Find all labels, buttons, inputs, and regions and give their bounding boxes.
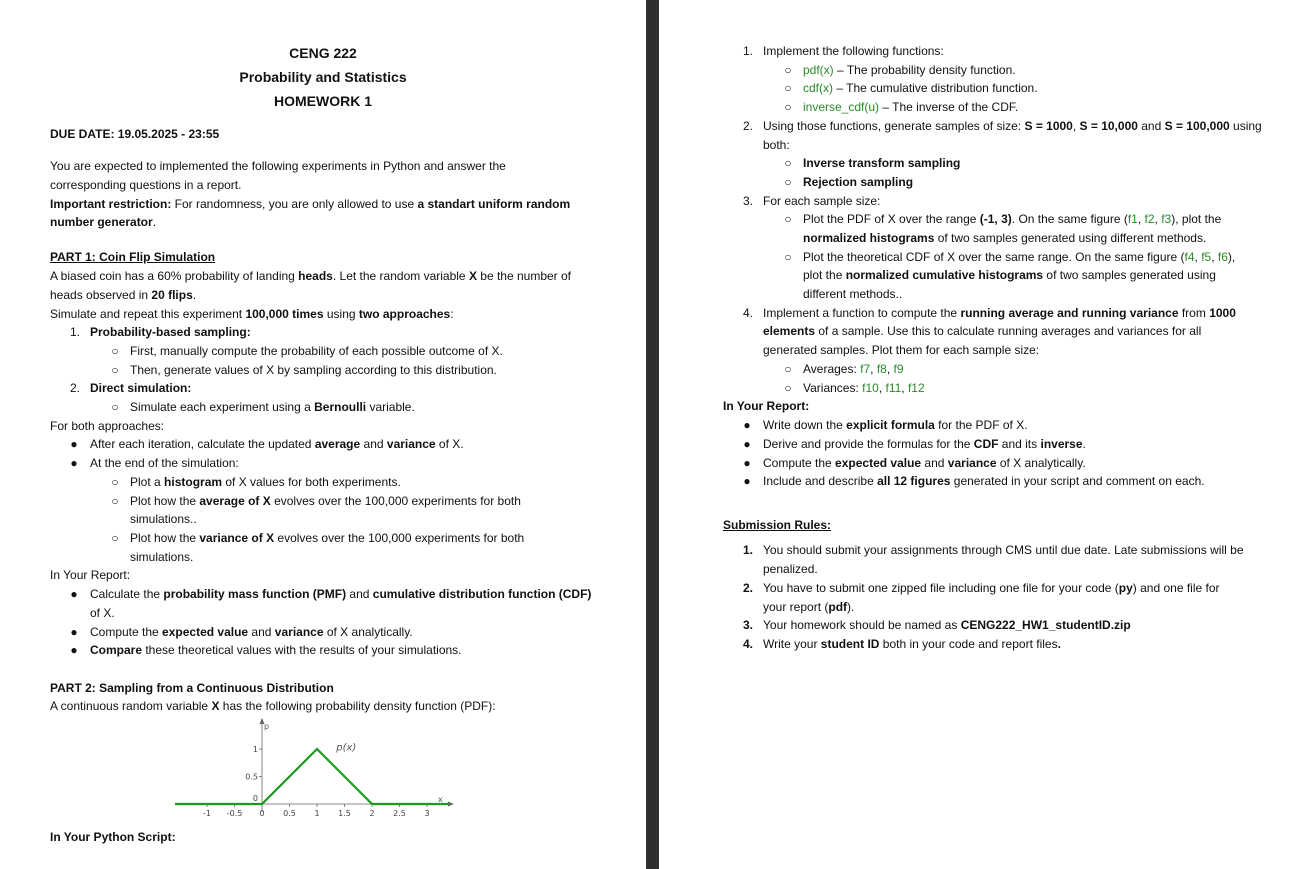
text: . [192,288,197,302]
list-number: 2. [743,581,754,595]
intro-line-1: You are expected to implemented the following experiments in Python and answer the [50,159,506,173]
emphasis: cumulative distribution function (CDF) [372,587,592,601]
function-inverse-cdf [803,98,1018,117]
part1-report-heading: In Your Report: [50,568,131,582]
task-cdf-plot [803,248,1235,267]
emphasis: histogram [164,475,223,489]
task-cdf-plot-cont-2: different methods.. [803,287,903,301]
text: Compute the [763,456,836,470]
text: plot the [803,268,846,282]
emphasis: CDF [973,437,999,451]
emphasis: variance [386,437,436,451]
script-item-2-cont: both: [763,138,790,152]
text: and its [998,437,1041,451]
separator: , [870,362,877,376]
submission-rule-3 [763,616,1131,635]
averages-figures [803,360,904,379]
text: – The inverse of the CDF. [879,100,1019,114]
text: of X. [435,437,464,451]
emphasis: expected value [162,625,249,639]
course-code: CENG 222 [289,45,357,61]
emphasis: all 12 figures [877,474,951,488]
figure-ref: f12 [907,381,925,395]
text: of X analytically. [996,456,1086,470]
emphasis: average [314,437,361,451]
emphasis: CENG222_HW1_studentID.zip [960,618,1131,632]
text: Include and describe [763,474,878,488]
part2-report-item-2 [763,435,1086,454]
task-pdf-plot-cont [803,229,1206,248]
restriction-label: Important restriction: [50,197,172,211]
x-tick-label: 0 [259,809,265,818]
emphasis: 100,000 times [245,307,324,321]
part2-report-item-4 [763,472,1205,491]
circle-bullet-icon: ○ [784,175,792,189]
pdf-triangle-plot [175,716,460,822]
x-tick-label: 3 [424,809,430,818]
python-script-heading: In Your Python Script: [50,830,176,844]
text: Using those functions, generate samples of size: [763,119,1025,133]
emphasis: S = 1000 [1024,119,1073,133]
dot-bullet-icon: ● [743,456,751,470]
circle-bullet-icon: ○ [784,362,792,376]
figure-ref: f7 [860,362,871,376]
emphasis: explicit formula [846,418,935,432]
text: and [346,587,373,601]
method-1-step-1: First, manually compute the probability of each possible outcome of X. [130,344,503,358]
method-1-step-2: Then, generate values of X by sampling according to this distribution. [130,363,497,377]
y-tick-label: 0.5 [245,772,258,782]
emphasis: pdf [828,600,848,614]
text: . Let the random variable [332,269,469,283]
text: A continuous random variable [50,699,212,713]
emphasis: Compare [90,643,143,657]
part2-report-item-1 [763,416,1028,435]
x-tick-label: -1 [203,809,211,818]
text: of X values for both experiments. [222,475,401,489]
script-item-2 [763,117,1262,136]
emphasis: two approaches [358,307,451,321]
figure-ref: f3 [1161,212,1172,226]
emphasis: . [1057,637,1061,651]
text: from [1178,306,1210,320]
restriction-emphasis-2: number generator [50,215,153,229]
text: Averages: [803,362,861,376]
x-tick-label: 0.5 [283,809,296,818]
text: of a sample. Use this to calculate running averages and variances for all [815,324,1202,338]
text: be the number of [476,269,572,283]
text: You have to submit one zipped file including one file for your code ( [763,581,1119,595]
plot-task-2-cont: simulations.. [130,512,197,526]
circle-bullet-icon: ○ [111,400,119,414]
circle-bullet-icon: ○ [784,81,792,95]
text: Write down the [763,418,847,432]
text: Calculate the [90,587,164,601]
list-number: 1. [70,325,81,339]
report-item-2 [90,623,413,642]
curve-label: p(x) [336,742,357,754]
emphasis: heads [298,269,333,283]
dot-bullet-icon: ● [70,643,78,657]
restriction-emphasis: a standart uniform random [417,197,571,211]
dot-bullet-icon: ● [743,474,751,488]
emphasis: average of X [199,494,271,508]
circle-bullet-icon: ○ [784,63,792,77]
restriction-end: . [152,215,157,229]
emphasis: inverse [1040,437,1083,451]
emphasis: elements [763,324,816,338]
circle-bullet-icon: ○ [784,250,792,264]
separator: , [1137,212,1145,226]
text: your report ( [763,600,829,614]
text: using [323,307,359,321]
page-divider [646,0,659,869]
list-number: 1. [743,543,754,557]
separator: , [886,362,894,376]
figure-ref: f11 [885,381,902,395]
part2-report-item-3 [763,454,1086,473]
text: Plot the theoretical CDF of X over the same range. On the same figure ( [803,250,1185,264]
emphasis: variance of X [199,531,275,545]
circle-bullet-icon: ○ [111,475,119,489]
restriction-line-2 [50,213,156,232]
list-number: 2. [70,381,81,395]
list-number: 2. [743,119,754,133]
separator: , [1154,212,1162,226]
x-tick-label: 1.5 [338,809,351,818]
approach-bullet-2: At the end of the simulation: [90,456,239,470]
part1-paragraph-2 [50,286,196,305]
text: : [450,307,454,321]
script-item-1: Implement the following functions: [763,44,944,58]
text: Simulate each experiment using a [130,400,315,414]
text: and [921,456,948,470]
emphasis: X [468,269,477,283]
submission-rule-1: You should submit your assignments through CMS until due date. Late submissions will be [763,543,1244,557]
emphasis: Bernoulli [314,400,367,414]
text: heads observed in [50,288,152,302]
course-title: Probability and Statistics [239,69,407,85]
both-approaches-heading: For both approaches: [50,419,165,433]
text: Variances: [803,381,863,395]
plot-task-1 [130,473,401,492]
figure-ref: f10 [862,381,879,395]
y-tick-label: 1 [252,745,258,754]
text: ) and one file for [1132,581,1220,595]
text: After each iteration, calculate the updated [90,437,315,451]
emphasis: variance [274,625,324,639]
text: Plot the PDF of X over the range [803,212,980,226]
emphasis: normalized histograms [803,231,935,245]
report-item-3 [90,641,462,660]
restriction-text: For randomness, you are only allowed to use [171,197,418,211]
circle-bullet-icon: ○ [784,100,792,114]
list-number: 3. [743,618,754,632]
x-tick-label: 2 [369,809,375,818]
x-tick-label: 1 [314,809,320,818]
text: Derive and provide the formulas for the [763,437,974,451]
figure-ref: f5 [1201,250,1212,264]
report-item-1-cont: of X. [90,606,115,620]
circle-bullet-icon: ○ [111,344,119,358]
report-item-1 [90,585,591,604]
figure-ref: f2 [1144,212,1155,226]
text: evolves over the 100,000 experiments for both [270,494,521,508]
text: of two samples generated using [1043,268,1216,282]
script-item-4-cont [763,322,1201,341]
emphasis: X [211,699,220,713]
list-number: 4. [743,306,754,320]
submission-rule-4 [763,635,1061,654]
dot-bullet-icon: ● [70,625,78,639]
text: . [1082,437,1086,451]
emphasis: probability mass function (PMF) [163,587,347,601]
plot-task-3 [130,529,524,548]
text: Plot how the [130,494,200,508]
dot-bullet-icon: ● [70,456,78,470]
function-pdf [803,61,1016,80]
method-inverse-transform: Inverse transform sampling [803,156,961,170]
text: and [1137,119,1165,133]
text: , [1072,119,1080,133]
method-rejection: Rejection sampling [803,175,914,189]
text: . On the same figure ( [1011,212,1128,226]
pdf-curve [175,749,449,804]
text: variable. [366,400,415,414]
text: and [248,625,275,639]
part1-paragraph-1 [50,267,571,286]
text: Simulate and repeat this experiment [50,307,246,321]
emphasis: (-1, 3) [979,212,1012,226]
dot-bullet-icon: ● [70,437,78,451]
text: Implement a function to compute the [763,306,961,320]
method-2-title: Direct simulation: [90,381,192,395]
emphasis: 1000 [1209,306,1236,320]
separator: , [1211,250,1218,264]
document-page-right [659,0,1303,869]
part2-report-heading: In Your Report: [723,399,810,413]
function-name: pdf(x) [803,63,834,77]
circle-bullet-icon: ○ [111,531,119,545]
text: ). [847,600,855,614]
text: Write your [763,637,821,651]
variances-figures [803,379,925,398]
script-item-4-cont-2: generated samples. Plot them for each sample size: [763,343,1040,357]
approach-bullet-1 [90,435,464,454]
text: – The cumulative distribution function. [833,81,1038,95]
list-number: 4. [743,637,754,651]
part1-paragraph-3 [50,305,454,324]
circle-bullet-icon: ○ [784,156,792,170]
script-item-3: For each sample size: [763,194,881,208]
text: Your homework should be named as [763,618,961,632]
text: – The probability density function. [833,63,1016,77]
list-number: 3. [743,194,754,208]
circle-bullet-icon: ○ [784,381,792,395]
emphasis: S = 100,000 [1164,119,1230,133]
text: Plot how the [130,531,200,545]
document-page-left [0,0,646,869]
text: of two samples generated using different methods. [934,231,1207,245]
x-axis-label: x [438,795,443,804]
figure-ref: f8 [876,362,887,376]
emphasis: normalized cumulative histograms [845,268,1044,282]
emphasis: student ID [820,637,880,651]
submission-rule-2 [763,579,1220,598]
method-2-step-1 [130,398,415,417]
restriction-line [50,195,570,214]
text: Plot a [130,475,165,489]
part1-title: PART 1: Coin Flip Simulation [50,250,216,264]
submission-rule-2-cont [763,598,854,617]
text: evolves over the 100,000 experiments for both [274,531,525,545]
y-tick-label: 0 [252,794,258,803]
dot-bullet-icon: ● [70,587,78,601]
task-cdf-plot-cont [803,266,1216,285]
emphasis: py [1118,581,1133,595]
intro-line-2: corresponding questions in a report. [50,178,242,192]
text: using [1229,119,1262,133]
text: ), plot the [1171,212,1222,226]
figure-ref: f1 [1127,212,1138,226]
text: these theoretical values with the results of your simulations. [142,643,462,657]
x-tick-label: 2.5 [393,809,406,818]
plot-task-3-cont: simulations. [130,550,194,564]
circle-bullet-icon: ○ [111,494,119,508]
assignment-title: HOMEWORK 1 [274,93,372,109]
function-name: cdf(x) [803,81,833,95]
circle-bullet-icon: ○ [784,212,792,226]
emphasis: 20 flips [151,288,193,302]
part2-title: PART 2: Sampling from a Continuous Distribution [50,681,334,695]
text: both in your code and report files [879,637,1058,651]
text: for the PDF of X. [934,418,1028,432]
dot-bullet-icon: ● [743,437,751,451]
text: and [360,437,387,451]
circle-bullet-icon: ○ [111,363,119,377]
script-item-4 [763,304,1236,323]
separator: , [878,381,886,395]
method-1-title: Probability-based sampling: [90,325,251,339]
text: of X analytically. [323,625,413,639]
figure-ref: f9 [893,362,904,376]
figure-ref: f6 [1217,250,1228,264]
text: Compute the [90,625,163,639]
separator: , [1194,250,1202,264]
text: generated in your script and comment on each. [950,474,1205,488]
emphasis: expected value [835,456,922,470]
text: has the following probability density function (PDF): [219,699,496,713]
submission-rule-1-cont: penalized. [763,562,818,576]
text: A biased coin has a 60% probability of landing [50,269,299,283]
emphasis: S = 10,000 [1079,119,1138,133]
dot-bullet-icon: ● [743,418,751,432]
part2-paragraph [50,697,496,716]
figure-ref: f4 [1184,250,1195,264]
emphasis: running average and running variance [960,306,1179,320]
separator: , [901,381,908,395]
due-date: DUE DATE: 19.05.2025 - 23:55 [50,127,220,141]
list-number: 1. [743,44,754,58]
emphasis: variance [947,456,997,470]
plot-task-2 [130,492,521,511]
function-name: inverse_cdf(u) [803,100,880,114]
text: ), [1227,250,1236,264]
submission-title: Submission Rules: [723,518,832,532]
function-cdf [803,79,1038,98]
y-axis-label: p [264,722,270,731]
task-pdf-plot [803,210,1221,229]
x-tick-label: -0.5 [226,809,243,818]
